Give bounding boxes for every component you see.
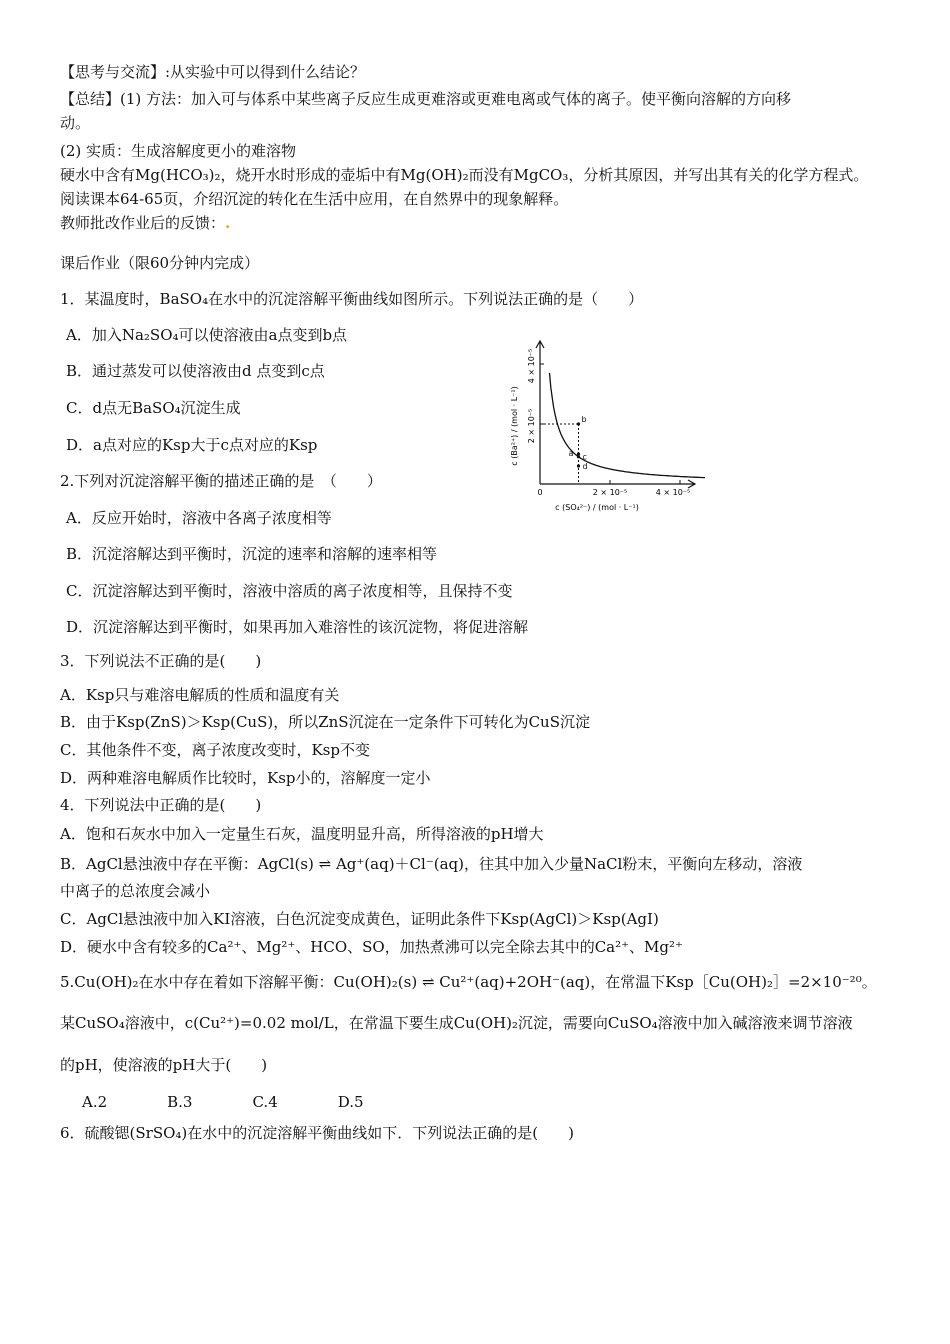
x-axis-label: c (SO₄²⁻) / (mol · L⁻¹) [555,503,639,512]
y-tick-2: 4 × 10⁻⁵ [527,348,536,384]
q5-line1: 5.Cu(OH)₂在水中存在着如下溶解平衡：Cu(OH)₂(s) ⇌ Cu²⁺(aq)+2OH⁻(aq)，在常温下Ksp［Cu(OH)₂］=2×10⁻²⁰。 [60,973,877,991]
think-exchange: 【思考与交流】:从实验中可以得到什么结论？ [60,63,366,81]
q5-line3: 的pH，使溶液的pH大于( ) [60,1056,268,1074]
q4-option-d: D．硬水中含有较多的Ca²⁺、Mg²⁺、HCO、SO，加热煮沸可以完全除去其中的Ca²⁺、Mg²⁺ [60,938,683,956]
q1-stem: 1．某温度时，BaSO₄在水中的沉淀溶解平衡曲线如图所示。下列说法正确的是（ ） [60,290,644,308]
q3-stem: 3．下列说法不正确的是( ) [60,652,262,670]
q1-option-c: C．d点无BaSO₄沉淀生成 [66,399,241,417]
baso4-solubility-chart [505,338,705,523]
homework-title: 课后作业（限60分钟内完成） [60,254,260,272]
feedback-label: 教师批改作业后的反馈： [60,214,226,232]
summary-method-cont: 动。 [60,114,91,132]
q3-option-c: C．其他条件不变，离子浓度改变时，Ksp不变 [60,741,370,759]
point-label-c: c [582,452,587,462]
q2-option-a: A．反应开始时，溶液中各离子浓度相等 [66,509,332,527]
teacher-feedback [60,214,230,232]
q5-line2: 某CuSO₄溶液中，c(Cu²⁺)=0.02 mol/L，在常温下要生成Cu(OH)₂沉淀，需要向CuSO₄溶液中加入碱溶液来调节溶液 [60,1014,853,1032]
q3-option-b: B．由于Ksp(ZnS)＞Ksp(CuS)，所以ZnS沉淀在一定条件下可转化为CuS沉淀 [60,713,590,731]
q1-option-d: D．a点对应的Ksp大于c点对应的Ksp [66,436,318,454]
point-label-a: a [568,449,574,458]
q6-stem: 6．硫酸锶(SrSO₄)在水中的沉淀溶解平衡曲线如下．下列说法正确的是( ) [60,1124,574,1142]
x-tick-2: 4 × 10⁻⁵ [655,488,691,497]
q1-option-a: A．加入Na₂SO₄可以使溶液由a点变到b点 [66,326,348,344]
point-label-b: b [581,415,587,424]
q5-options: A.2 B.3 C.4 D.5 [82,1093,364,1111]
point-label-d: d [582,462,588,471]
q4-option-b-cont: 中离子的总浓度会减小 [60,882,211,900]
q1-option-b: B．通过蒸发可以使溶液由d 点变到c点 [66,362,325,380]
feedback-dot: . [225,214,231,232]
equilibrium-curve [550,373,706,478]
x-tick-1: 2 × 10⁻⁵ [592,488,628,497]
y-tick-1: 2 × 10⁻⁵ [527,408,536,444]
q2-option-d: D．沉淀溶解达到平衡时，如果再加入难溶性的该沉淀物，将促进溶解 [66,618,529,636]
q4-option-c: C．AgCl悬浊液中加入KI溶液，白色沉淀变成黄色，证明此条件下Ksp(AgCl)＞Ksp(AgI) [60,910,659,928]
point-d [577,464,580,467]
q2-option-b: B．沉淀溶解达到平衡时，沉淀的速率和溶解的速率相等 [66,545,438,563]
q3-option-a: A．Ksp只与难溶电解质的性质和温度有关 [60,686,340,704]
q4-option-b: B．AgCl悬浊液中存在平衡：AgCl(s) ⇌ Ag⁺(aq)＋Cl⁻(aq)，往其中加入少量NaCl粉末，平衡向左移动，溶液 [60,855,803,873]
q2-option-c: C．沉淀溶解达到平衡时，溶液中溶质的离子浓度相等，且保持不变 [66,582,513,600]
q3-option-d: D．两种难溶电解质作比较时，Ksp小的，溶解度一定小 [60,769,431,787]
q4-stem: 4．下列说法中正确的是( ) [60,796,262,814]
point-b [577,422,580,425]
reading-task: 阅读课本64-65页，介绍沉淀的转化在生活中应用，在自然界中的现象解释。 [60,190,569,208]
point-c [577,455,580,458]
x-tick-0: 0 [537,488,543,497]
q2-stem: 2.下列对沉淀溶解平衡的描述正确的是 （ ） [60,472,382,490]
summary-essence: (2) 实质：生成溶解度更小的难溶物 [60,142,297,160]
hard-water-question: 硬水中含有Mg(HCO₃)₂，烧开水时形成的壶垢中有Mg(OH)₂而没有MgCO₃，分析其原因，并写出其有关的化学方程式。 [60,166,869,184]
summary-method: 【总结】(1) 方法：加入可与体系中某些离子反应生成更难溶或更难电离或气体的离子。使平衡向溶解的方向移 [60,90,792,108]
q4-option-a: A．饱和石灰水中加入一定量生石灰，温度明显升高，所得溶液的pH增大 [60,825,544,843]
y-axis-label: c (Ba²⁺) / (mol · L⁻¹) [510,386,519,466]
